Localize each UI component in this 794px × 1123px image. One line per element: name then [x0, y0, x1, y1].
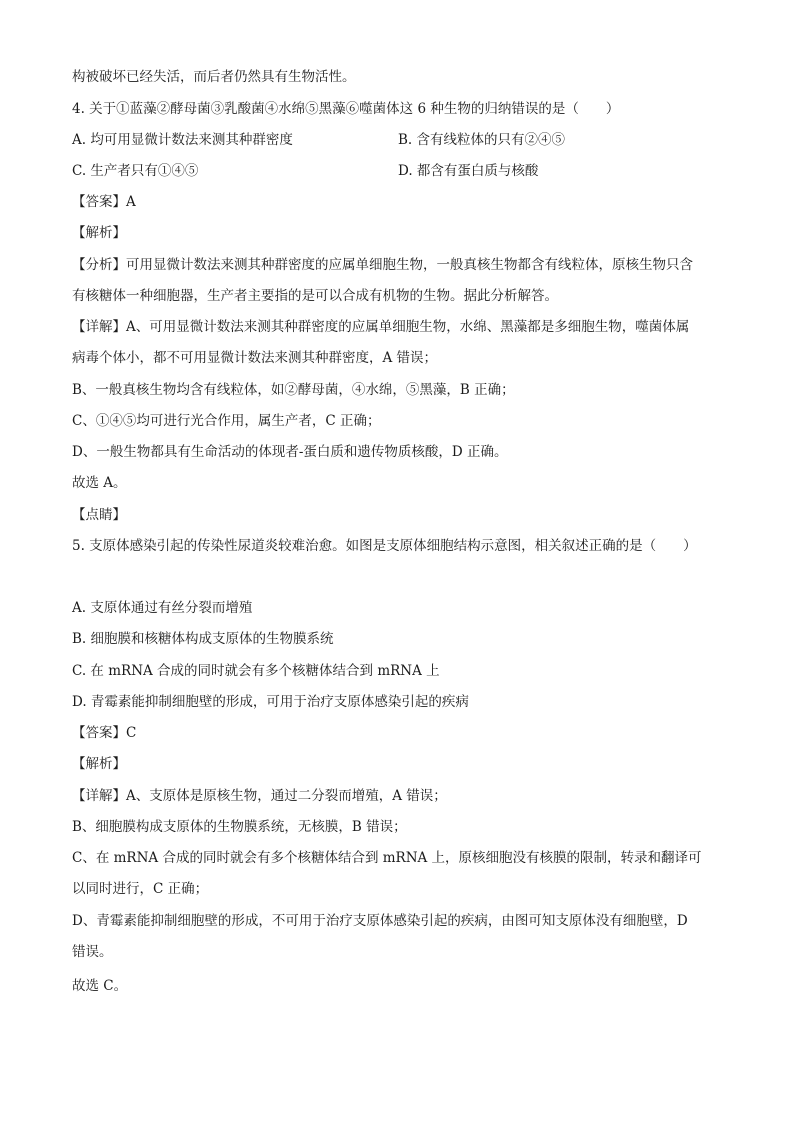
q5-option-c: C. 在 mRNA 合成的同时就会有多个核糖体结合到 mRNA 上: [72, 663, 440, 679]
q5-option-a: A. 支原体通过有丝分裂而增殖: [72, 600, 253, 616]
q5-analysis-heading: 【解析】: [72, 756, 126, 772]
q4-analysis-line: 有核糖体一种细胞器，生产者主要指的是可以合成有机物的生物。据此分析解答。: [72, 288, 558, 304]
question-5-stem: 5. 支原体感染引起的传染性尿道炎较难治愈。如图是支原体细胞结构示意图，相关叙述正确的是（ ）: [72, 538, 697, 554]
q4-tip-heading: 【点睛】: [72, 507, 126, 523]
q5-detail-line: C、在 mRNA 合成的同时就会有多个核糖体结合到 mRNA 上，原核细胞没有核膜的限制，转录和翻译可: [72, 850, 702, 866]
q5-answer: 【答案】C: [72, 725, 137, 741]
q4-option-c: C. 生产者只有①④⑤: [72, 163, 199, 179]
q4-option-d: D. 都含有蛋白质与核酸: [398, 163, 539, 179]
q4-answer: 【答案】A: [72, 194, 136, 210]
q4-option-b: B. 含有线粒体的只有②④⑤: [398, 132, 566, 148]
q4-detail-line: B、一般真核生物均含有线粒体，如②酵母菌，④水绵，⑤黑藻，B 正确；: [72, 382, 515, 398]
q4-detail-line: C、①④⑤均可进行光合作用，属生产者，C 正确；: [72, 413, 381, 429]
q4-detail-line: D、一般生物都具有生命活动的体现者-蛋白质和遗传物质核酸，D 正确。: [72, 444, 508, 460]
question-4-stem: 4. 关于①蓝藻②酵母菌③乳酸菌④水绵⑤黑藻⑥噬菌体这 6 种生物的归纳错误的是（ ）: [72, 101, 620, 117]
q5-conclusion: 故选 C。: [72, 978, 128, 994]
q5-detail-line: 错误。: [72, 944, 113, 960]
q4-analysis-line: 【分析】可用显微计数法来测其种群密度的应属单细胞生物，一般真核生物都含有线粒体，原核生物只含: [72, 257, 693, 273]
q5-option-b: B. 细胞膜和核糖体构成支原体的生物膜系统: [72, 631, 334, 647]
q5-detail-line: D、青霉素能抑制细胞壁的形成，不可用于治疗支原体感染引起的疾病，由图可知支原体没有细胞壁，D: [72, 913, 688, 929]
q5-detail-line: 【详解】A、支原体是原核生物，通过二分裂而增殖，A 错误；: [72, 788, 447, 804]
q4-detail-line: 病毒个体小，都不可用显微计数法来测其种群密度，A 错误；: [72, 350, 438, 366]
text-line: 构被破坏已经失活，而后者仍然具有生物活性。: [72, 69, 356, 85]
q5-detail-line: B、细胞膜构成支原体的生物膜系统，无核膜，B 错误；: [72, 819, 407, 835]
q5-option-d: D. 青霉素能抑制细胞壁的形成，可用于治疗支原体感染引起的疾病: [72, 694, 469, 710]
q4-analysis-heading: 【解析】: [72, 225, 126, 241]
q4-detail-line: 【详解】A、可用显微计数法来测其种群密度的应属单细胞生物，水绵、黑藻都是多细胞生物，噬菌体属: [72, 319, 690, 335]
q4-conclusion: 故选 A。: [72, 475, 127, 491]
q4-option-a: A. 均可用显微计数法来测其种群密度: [72, 132, 293, 148]
q5-detail-line: 以同时进行，C 正确；: [72, 881, 209, 897]
